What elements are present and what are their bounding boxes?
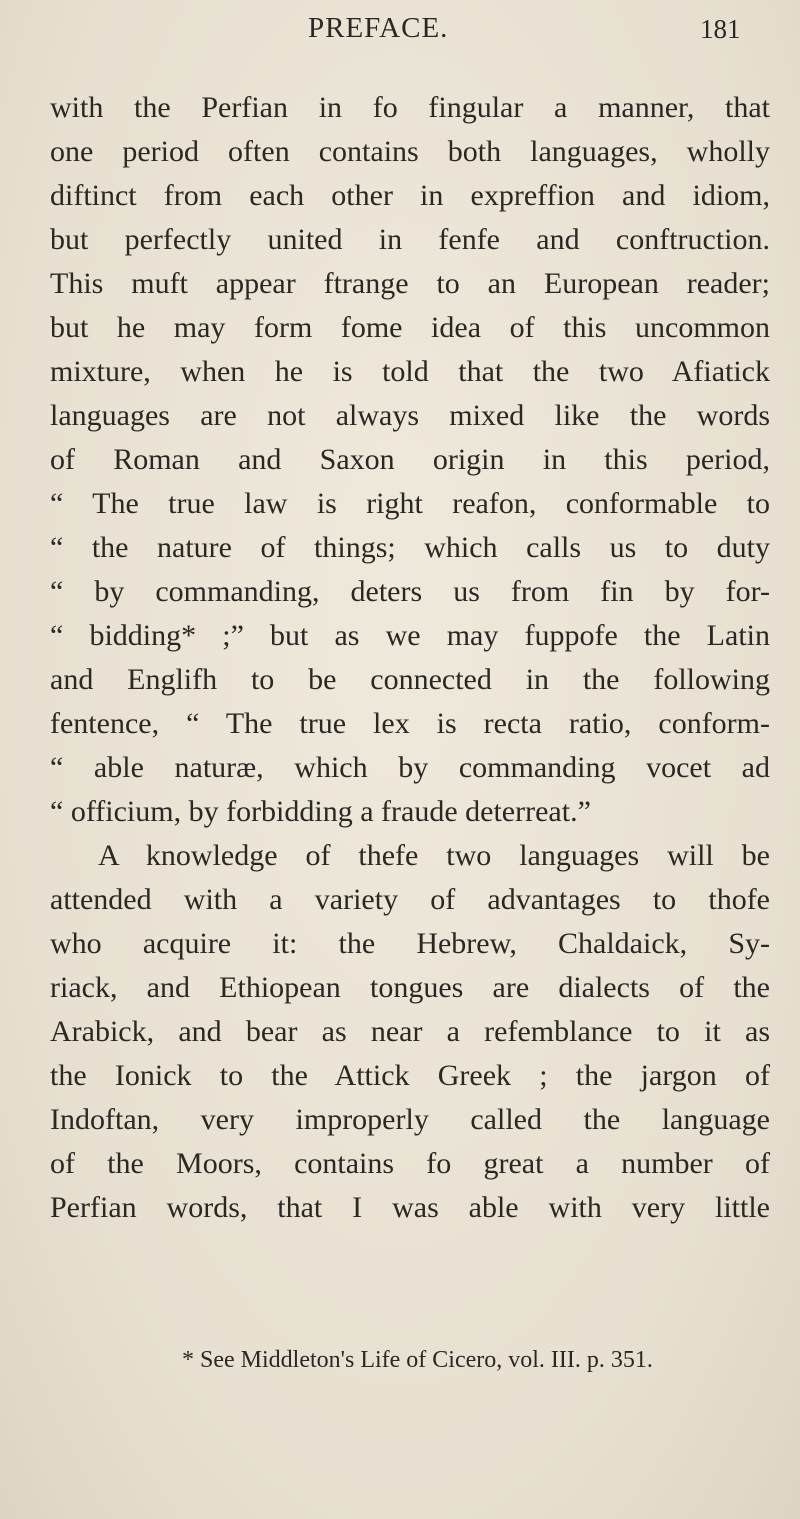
text-line: and Englifh to be connected in the following — [50, 663, 770, 696]
text-line: riack, and Ethiopean tongues are dialects of the — [50, 971, 770, 1004]
text-line: Perfian words, that I was able with very little — [50, 1191, 770, 1224]
text-line: “ the nature of things; which calls us to duty — [50, 531, 770, 564]
body-text — [50, 86, 770, 1230]
text-line: diftinct from each other in expreffion and idiom, — [50, 179, 770, 212]
text-line: This muft appear ftrange to an European reader; — [50, 267, 770, 300]
text-line: but perfectly united in fenfe and conftruction. — [50, 223, 770, 256]
running-head-title: PREFACE. — [308, 12, 449, 44]
text-line: “ officium, by forbidding a fraude deterreat.” — [50, 795, 591, 828]
text-line: the Ionick to the Attick Greek ; the jargon of — [50, 1059, 770, 1092]
text-line: “ bidding* ;” but as we may fuppofe the Latin — [50, 619, 770, 652]
text-line: but he may form fome idea of this uncommon — [50, 311, 770, 344]
text-line: Indoftan, very improperly called the language — [50, 1103, 770, 1136]
paragraph-first-line: A knowledge of thefe two languages will be — [98, 839, 770, 872]
running-head — [0, 12, 800, 52]
footnote: * See Middleton's Life of Cicero, vol. III. p. 351. — [182, 1347, 653, 1373]
text-line: Arabick, and bear as near a refemblance to it as — [50, 1015, 770, 1048]
text-line: fentence, “ The true lex is recta ratio, conform- — [50, 707, 770, 740]
text-line: “ able naturæ, which by commanding vocet ad — [50, 751, 770, 784]
text-line: “ The true law is right reafon, conformable to — [50, 487, 770, 520]
page-number: 181 — [700, 14, 741, 44]
text-line: “ by commanding, deters us from fin by for- — [50, 575, 770, 608]
text-line: who acquire it: the Hebrew, Chaldaick, Sy- — [50, 927, 770, 960]
text-line: of Roman and Saxon origin in this period, — [50, 443, 770, 476]
text-line: one period often contains both languages, wholly — [50, 135, 770, 168]
text-line: attended with a variety of advantages to thofe — [50, 883, 770, 916]
text-line: of the Moors, contains fo great a number of — [50, 1147, 770, 1180]
text-line: mixture, when he is told that the two Afiatick — [50, 355, 770, 388]
text-line: with the Perfian in fo fingular a manner, that — [50, 91, 770, 124]
text-line: languages are not always mixed like the words — [50, 399, 770, 432]
